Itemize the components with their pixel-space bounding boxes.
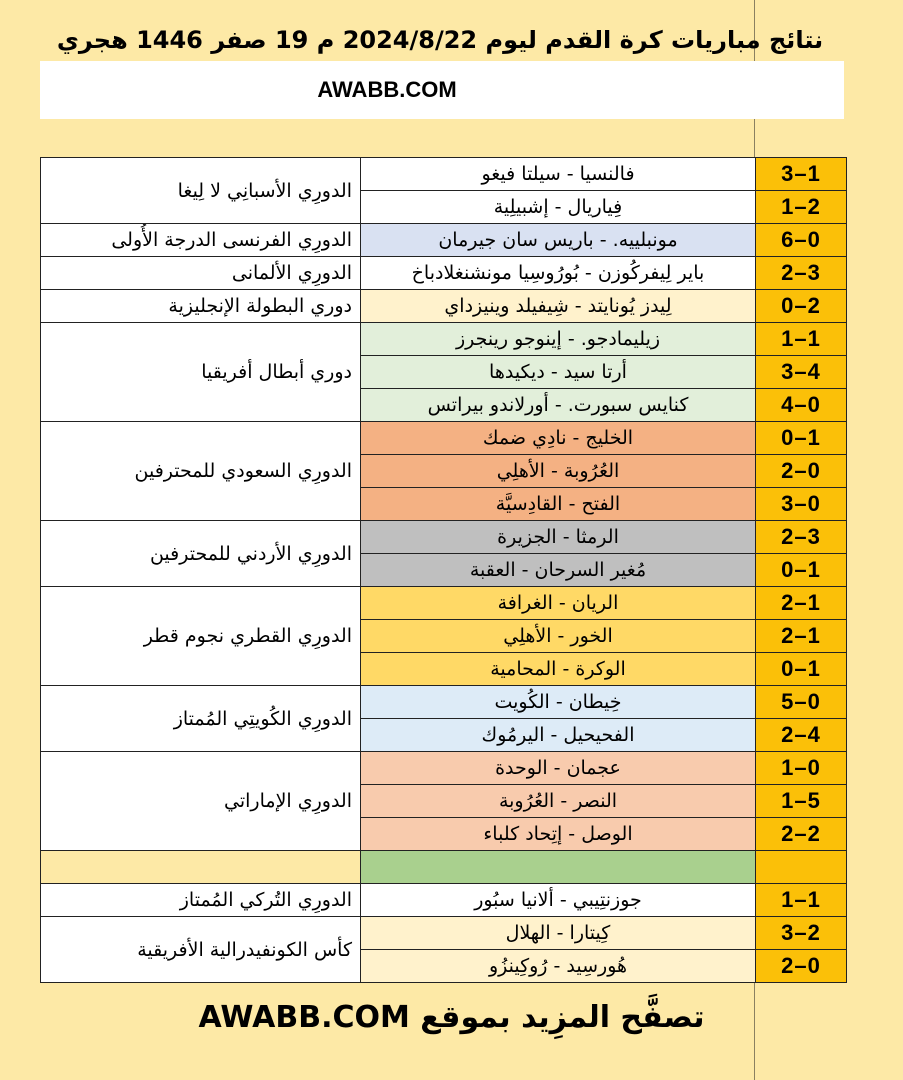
match-teams: الوكرة - المحامية [361,653,756,686]
match-score: 2–3 [756,257,847,290]
match-score: 3–0 [756,488,847,521]
match-score: 2–0 [756,455,847,488]
match-teams: هُورسِيد - رُوكِينزُو [361,950,756,983]
site-banner [40,61,844,119]
footer-text: تصفَّح المزِيد بموقع AWABB.COM [198,1000,705,1035]
match-teams: فالنسيا - سيلتا فيغو [361,158,756,191]
match-score: 5–0 [756,686,847,719]
match-score: 2–4 [756,719,847,752]
match-row [41,587,847,620]
match-teams: النصر - العُرُوبة [361,785,756,818]
match-row [41,323,847,356]
match-score: 6–0 [756,224,847,257]
match-score: 2–1 [756,620,847,653]
match-score: 3–2 [756,917,847,950]
match-teams: الخليج - نادِي ضمك [361,422,756,455]
match-teams: الوصل - إتِحاد كلباء [361,818,756,851]
match-teams: عجمان - الوحدة [361,752,756,785]
separator-cell [41,851,361,884]
league-name: الدورِي الألمانى [41,257,361,290]
match-row [41,290,847,323]
league-name: الدورِي القطري نجوم قطر [41,587,361,686]
match-score: 1–5 [756,785,847,818]
match-teams: العُرُوبة - الأهلِي [361,455,756,488]
site-name: AWABB.COM [317,77,457,102]
results-table [40,157,847,983]
match-teams: الخور - الأهلِي [361,620,756,653]
match-teams: جوزنتِيبي - ألانيا سبُور [361,884,756,917]
match-teams: زيليمادجو. - إينوجو رينجرز [361,323,756,356]
match-row [41,158,847,191]
match-score: 3–4 [756,356,847,389]
match-score: 4–0 [756,389,847,422]
match-row [41,686,847,719]
match-teams: كنايس سبورت. - أورلاندو بيراتس [361,389,756,422]
match-teams: باير لِيفركُوزن - بُورُوسِيا مونشنغلادباخ [361,257,756,290]
league-name: الدورِي الكُويتِي المُمتاز [41,686,361,752]
match-teams: الريان - الغرافة [361,587,756,620]
match-score: 3–1 [756,158,847,191]
match-teams: مونبلييه. - باريس سان جيرمان [361,224,756,257]
match-score: 1–0 [756,752,847,785]
match-score: 0–1 [756,422,847,455]
league-name: الدورِي السعودي للمحترفين [41,422,361,521]
match-teams: خِيطان - الكُويت [361,686,756,719]
match-row [41,257,847,290]
match-score: 2–2 [756,818,847,851]
match-teams: الفتح - القادِسيَّة [361,488,756,521]
match-row [41,224,847,257]
match-score: 2–1 [756,587,847,620]
league-name: الدورِي الفرنسى الدرجة الأُولى [41,224,361,257]
match-teams: لِيدز يُونايتد - شِيفيلد وينيزداي [361,290,756,323]
match-teams: كِيتارا - الهلال [361,917,756,950]
separator-cell [756,851,847,884]
match-teams: الرمثا - الجزيرة [361,521,756,554]
match-teams: فِياريال - إشبيلِية [361,191,756,224]
match-row [41,884,847,917]
match-score: 0–1 [756,653,847,686]
league-name: الدورِي التُركي المُمتاز [41,884,361,917]
match-row [41,752,847,785]
match-score: 2–0 [756,950,847,983]
match-score: 0–2 [756,290,847,323]
league-name: الدورِي الإماراتي [41,752,361,851]
match-score: 1–1 [756,323,847,356]
page-title: نتائج مباريات كرة القدم ليوم 2024/8/22 م 19 صفر 1446 هجري [56,26,824,54]
match-score: 0–1 [756,554,847,587]
match-teams: الفحيحيل - اليرمُوك [361,719,756,752]
league-name: الدورِي الأردني للمحترفين [41,521,361,587]
league-name: كأس الكونفيدرالية الأفريقية [41,917,361,983]
match-score: 1–2 [756,191,847,224]
match-score: 1–1 [756,884,847,917]
match-teams: مُغير السرحان - العقبة [361,554,756,587]
match-row [41,521,847,554]
league-name: دوري البطولة الإنجليزية [41,290,361,323]
separator-cell [361,851,756,884]
league-name: دوري أبطال أفريقيا [41,323,361,422]
league-name: الدورِي الأسبانِي لا لِيغا [41,158,361,224]
match-row [41,917,847,950]
match-score: 2–3 [756,521,847,554]
separator-row [41,851,847,884]
match-teams: أرتا سيد - ديكيدها [361,356,756,389]
match-row [41,422,847,455]
